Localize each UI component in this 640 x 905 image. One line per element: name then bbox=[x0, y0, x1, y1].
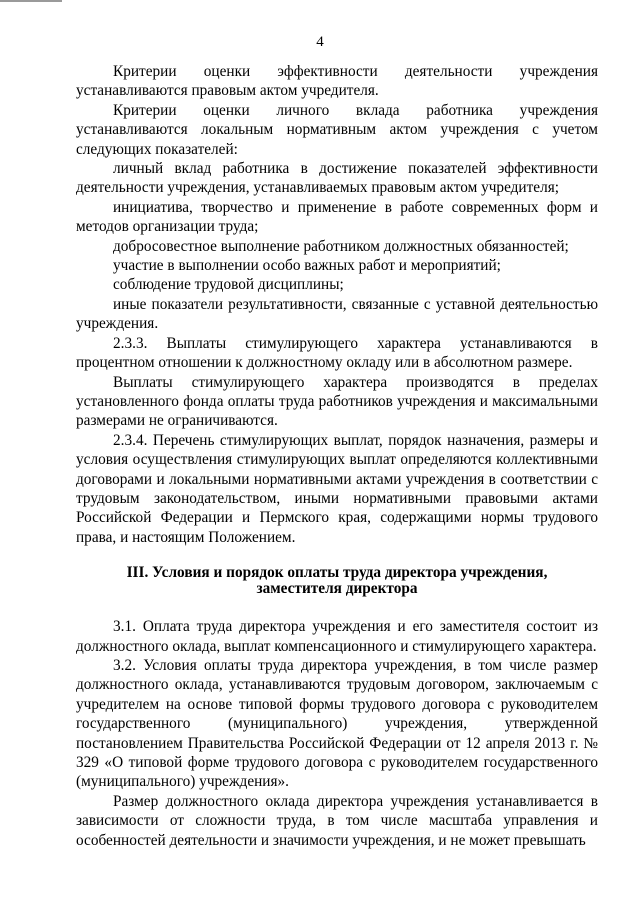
paragraph-payment-limits: Выплаты стимулирующего характера производятся в пределах установленного фонда оплаты труда работников учреждения и максимальными размерами не ограничиваются. bbox=[76, 373, 598, 430]
paragraph-indicator-initiative: инициатива, творчество и применение в работе современных форм и методов организации труда; bbox=[76, 198, 598, 236]
paragraph-2-3-4: 2.3.4. Перечень стимулирующих выплат, порядок назначения, размеры и условия осуществления стимулирующих выплат определяются коллективными договорами и локальными нормативными актами учреждения в соответствии с трудовым законодательством, иными нормативными правовыми актами Российской Федерации и Пермского края, содержащими нормы трудового права, и настоящим Положением. bbox=[76, 431, 598, 546]
paragraph-indicator-duties: добросовестное выполнение работником должностных обязанностей; bbox=[113, 237, 569, 255]
paragraph-director-salary-size: Размер должностного оклада директора учреждения устанавливается в зависимости от сложности труда, в том числе масштаба управления и особенностей деятельности и значимости учреждения, и не может превышать bbox=[76, 792, 598, 849]
paragraph-2-3-3: 2.3.3. Выплаты стимулирующего характера устанавливаются в процентном отношении к должностному окладу или в абсолютном размере. bbox=[76, 334, 598, 372]
section-heading-line-2: заместителя директора bbox=[256, 580, 418, 598]
paragraph-indicator-important-work: участие в выполнении особо важных работ и мероприятий; bbox=[113, 257, 501, 275]
paragraph-indicator-other: иные показатели результативности, связанные с уставной деятельностью учреждения. bbox=[76, 295, 598, 333]
paragraph-3-1: 3.1. Оплата труда директора учреждения и его заместителя состоит из должностного оклада, выплат компенсационного и стимулирующего характера. bbox=[76, 618, 598, 655]
paragraph-3-2: 3.2. Условия оплаты труда директора учреждения, в том числе размер должностного оклада, устанавливаются трудовым договором, заключаемым с учредителем на основе типовой формы трудового договора с руководителем государственного (муниципального) учреждения, утвержденной постановлением Правительства Российской Федерации от 12 апреля 2013 г. № 329 «О типовой форме трудового договора с руководителем государственного (муниципального) учреждения». bbox=[76, 656, 598, 791]
paragraph-indicator-discipline: соблюдение трудовой дисциплины; bbox=[113, 276, 344, 294]
scan-edge-mark bbox=[0, 0, 62, 2]
paragraph-indicator-personal-contribution: личный вклад работника в достижение показателей эффективности деятельности учреждения, устанавливаемых правовым актом учредителя; bbox=[76, 160, 598, 197]
paragraph-performance-criteria: Критерии оценки эффективности деятельности учреждения устанавливаются правовым актом учредителя. bbox=[76, 63, 598, 100]
paragraph-personal-contribution-criteria: Критерии оценки личного вклада работника учреждения устанавливаются локальным нормативным актом учреждения с учетом следующих показателей: bbox=[76, 101, 598, 158]
document-body bbox=[76, 62, 598, 850]
page-number: 4 bbox=[316, 34, 324, 50]
section-heading-line-1: III. Условия и порядок оплаты труда директора учреждения, bbox=[126, 564, 548, 582]
section-heading-iii bbox=[76, 565, 598, 597]
